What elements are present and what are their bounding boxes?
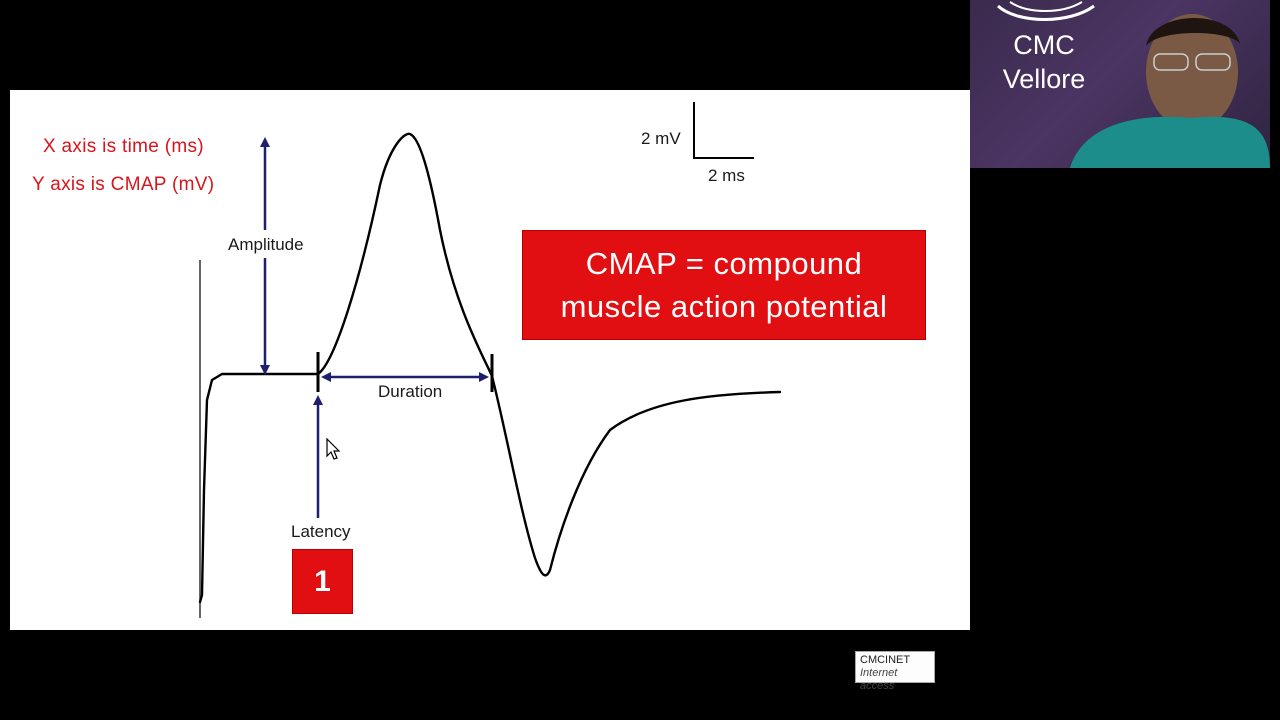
mouse-pointer-icon [326, 438, 342, 462]
brand-line-cmc: CMC [1013, 30, 1075, 60]
presentation-slide [10, 90, 970, 630]
latency-label: Latency [291, 522, 351, 541]
cmap-waveform-trace [200, 134, 780, 602]
cmap-definition-line2: muscle action potential [560, 289, 888, 324]
slide-number-badge: 1 [292, 549, 353, 614]
x-axis-note: X axis is time (ms) [43, 136, 204, 157]
network-status-text: Internet access [860, 667, 898, 692]
amplitude-label: Amplitude [228, 235, 304, 254]
scale-bar [694, 102, 754, 158]
cmap-definition-line1: CMAP = compound [585, 246, 863, 281]
presenter-webcam [970, 0, 1270, 168]
scale-bar-ms-label: 2 ms [708, 166, 745, 185]
duration-label: Duration [378, 382, 443, 401]
cmap-definition-box [522, 230, 926, 340]
institution-brand [970, 28, 1118, 96]
scale-bar-mv-label: 2 mV [641, 129, 681, 148]
brand-line-vellore: Vellore [1002, 64, 1086, 94]
network-status-popup[interactable] [855, 651, 935, 692]
y-axis-note: Y axis is CMAP (mV) [32, 174, 215, 195]
network-name: CMCINET [860, 654, 911, 666]
cmap-waveform-diagram [10, 90, 970, 630]
